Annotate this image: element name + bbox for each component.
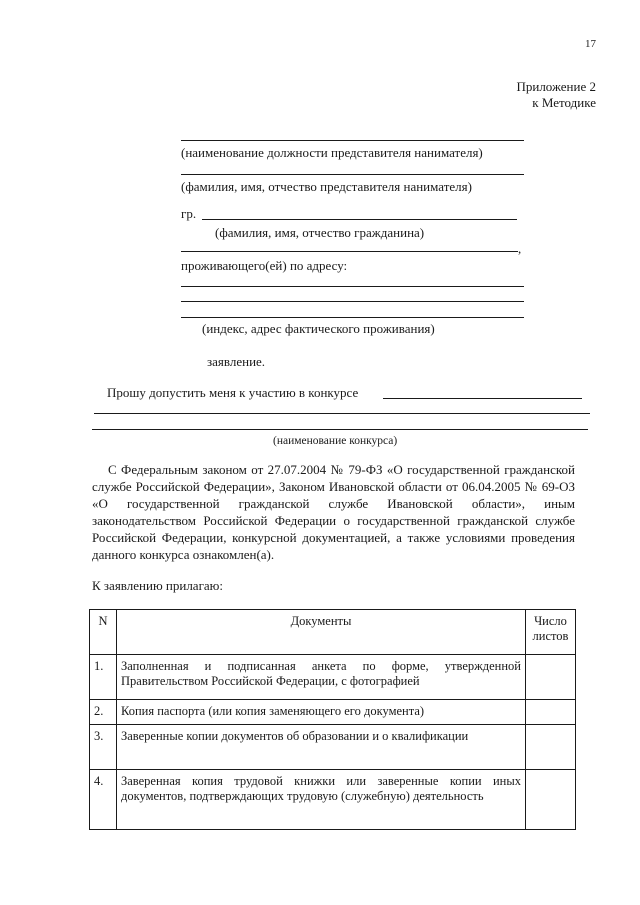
body-paragraph: [92, 461, 575, 563]
appendix-line-1: Приложение 2: [516, 79, 596, 94]
row-count: [526, 700, 576, 725]
row-document: Заверенные копии документов об образовании и о квалификации: [117, 725, 526, 770]
citizen-name-blank: [202, 219, 517, 220]
contest-name-blank-2: [94, 413, 590, 414]
statement-word: заявление.: [207, 354, 266, 369]
table-row: [90, 725, 576, 770]
address-blank-1: [181, 286, 524, 287]
employer-name-caption: (фамилия, имя, отчество представителя нанимателя): [181, 179, 472, 194]
table-row: [90, 655, 576, 700]
page-number: 17: [585, 38, 596, 50]
table-row: [90, 700, 576, 725]
row-number: 1.: [90, 655, 117, 700]
documents-table: [89, 609, 576, 830]
comma: ,: [518, 241, 522, 256]
table-row: [90, 770, 576, 830]
header-documents: Документы: [117, 610, 526, 655]
row-document: Копия паспорта (или копия заменяющего его документа): [117, 700, 526, 725]
appendix-heading: [516, 79, 596, 111]
row-number: 3.: [90, 725, 117, 770]
row-number: 4.: [90, 770, 117, 830]
appendix-line-2: к Методике: [532, 95, 596, 110]
header-count-line-1: Число: [534, 614, 567, 628]
citizen-name-blank-2: [181, 251, 518, 252]
citizen-prefix: гр.: [181, 206, 197, 221]
body-paragraph-text: С Федеральным законом от 27.07.2004 № 79-ФЗ «О государственной гражданской службе Российской Федерации», Законом Ивановской области от 06.04.2005 № 69-ОЗ «О государственной гражданской службе Ивановской области», иным законодательством Российской Федерации о государственной гражданской службе Российской Федерации, конкурсной документацией, а также условиями проведения данного конкурса ознакомлен(а).: [92, 462, 575, 562]
request-text: Прошу допустить меня к участию в конкурсе: [107, 385, 359, 400]
employer-name-blank: [181, 174, 524, 175]
row-document: Заполненная и подписанная анкета по форме, утвержденной Правительством Российской Федерации, с фотографией: [117, 655, 526, 700]
header-count: [526, 610, 576, 655]
contest-caption: (наименование конкурса): [273, 435, 398, 447]
row-count: [526, 655, 576, 700]
address-blank-2: [181, 301, 524, 302]
header-n: N: [90, 610, 117, 655]
row-document: Заверенная копия трудовой книжки или заверенные копии иных документов, подтверждающих трудовую (служебную) деятельность: [117, 770, 526, 830]
contest-name-blank-3: [92, 429, 588, 430]
employer-position-caption: (наименование должности представителя нанимателя): [181, 145, 483, 160]
address-blank-3: [181, 317, 524, 318]
header-count-line-2: листов: [532, 629, 569, 643]
row-count: [526, 725, 576, 770]
address-label: проживающего(ей) по адресу:: [181, 258, 348, 273]
table-header-row: [90, 610, 576, 655]
row-number: 2.: [90, 700, 117, 725]
employer-position-blank: [181, 140, 524, 141]
contest-name-blank-1: [383, 398, 582, 399]
row-count: [526, 770, 576, 830]
attach-label: К заявлению прилагаю:: [92, 578, 224, 593]
address-caption: (индекс, адрес фактического проживания): [202, 321, 435, 336]
citizen-name-caption: (фамилия, имя, отчество гражданина): [215, 225, 425, 240]
